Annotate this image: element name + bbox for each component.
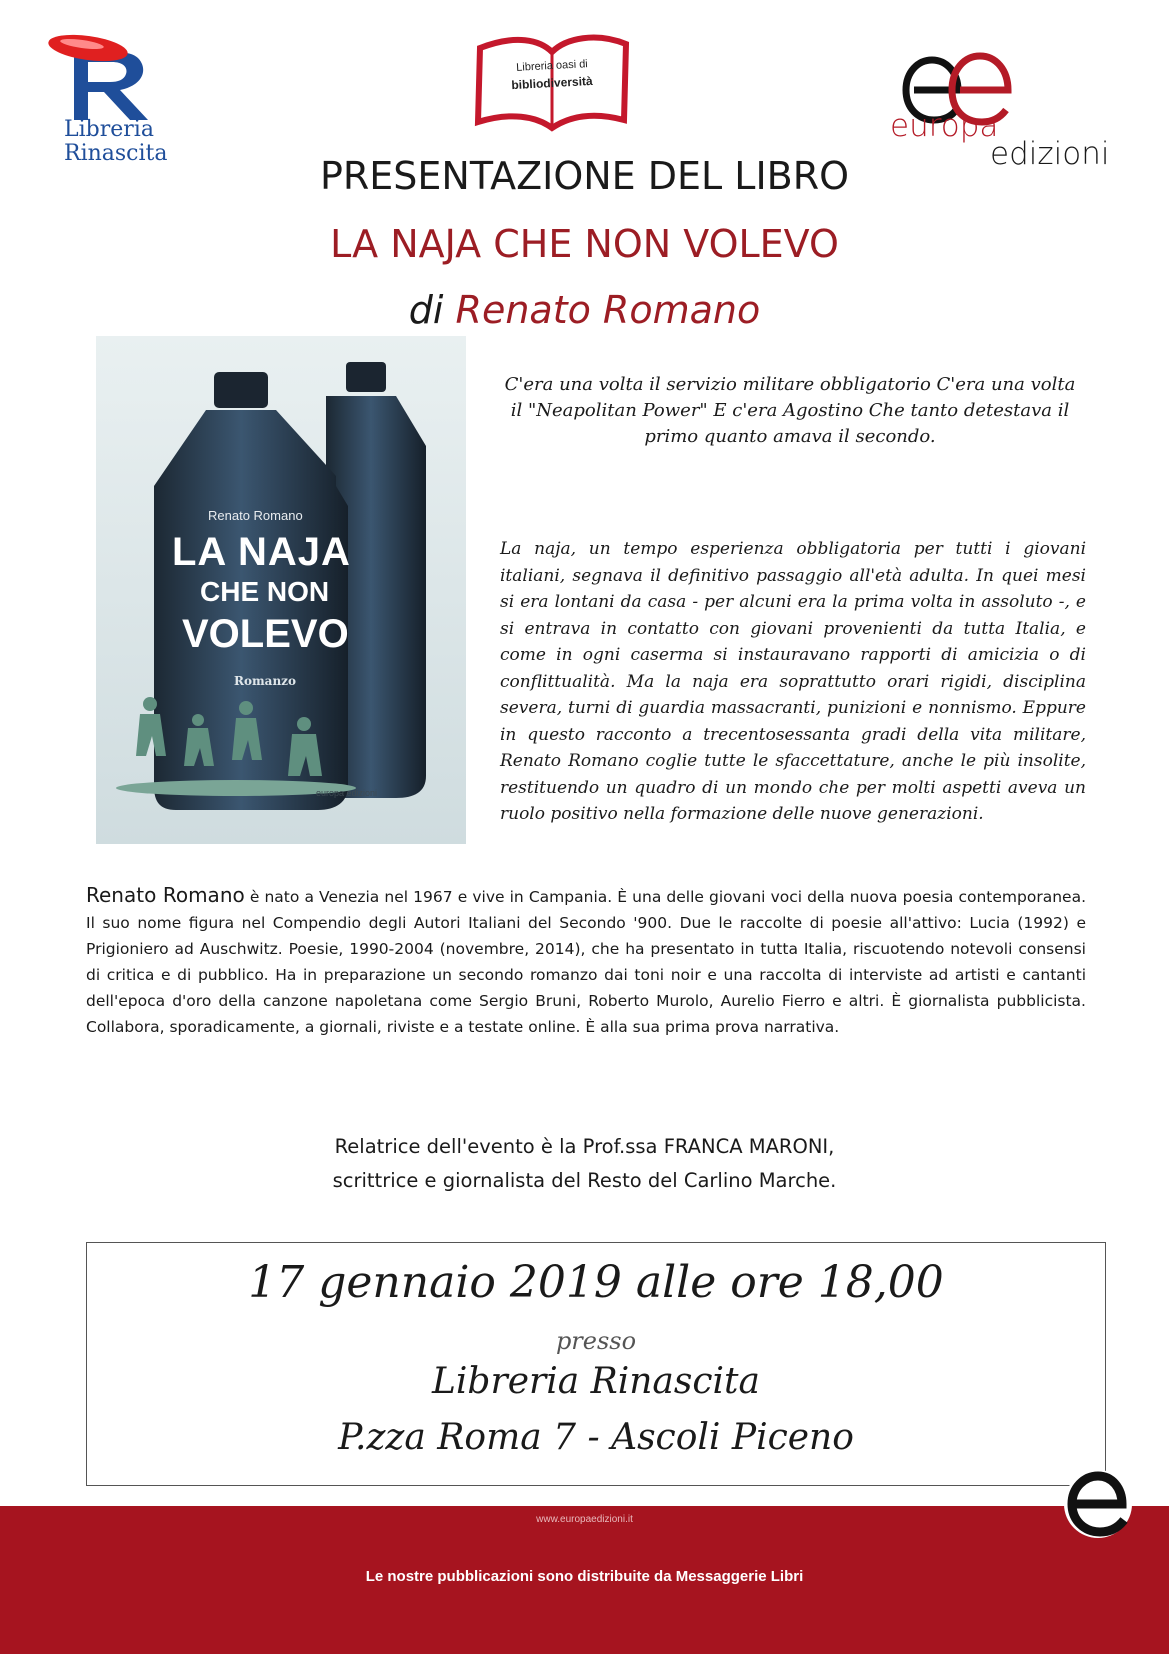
oasi-logo-line2: bibliodiversità (511, 73, 593, 93)
bio-text: è nato a Venezia nel 1967 e vive in Campania. È una delle giovani voci della nuova poesia contemporanea. Il suo nome figura nel Compendio degli Autori Italiani del Secondo '900. Due le raccolte di poesie all'attivo: Lucia (1992) e Prigioniero ad Auschwitz. Poesie, 1990-2004 (novembre, 2014), che ha presentato in tutta Italia, riscuotendo notevoli consensi di critica e di pubblico. Ha in preparazione un secondo romanzo dai toni noir e una raccolta di interviste ad artisti e cantanti dell'epoca d'oro della canzone napoletana come Sergio Bruni, Roberto Murolo, Aurelio Fierro e altri. È giornalista pubblicista. Collabora, sporadicamente, a giornali, riviste e a testate online. È alla sua prima prova narrativa. (86, 888, 1086, 1036)
europa-logo-word1: europa (890, 108, 999, 144)
footer-website: www.europaedizioni.it (536, 1514, 633, 1525)
book-title: LA NAJA CHE NON VOLEVO (330, 222, 839, 266)
speaker-line1: Relatrice dell'evento è la Prof.ssa FRANCA MARONI, (334, 1135, 835, 1158)
presentation-heading: PRESENTAZIONE DEL LIBRO (319, 154, 850, 198)
rinascita-logo-line2: Rinascita (64, 141, 168, 166)
oasi-bibliodiversita-logo (466, 24, 638, 142)
bio-author-name: Renato Romano (86, 883, 245, 907)
footer-banner (0, 1506, 1169, 1654)
event-venue: Libreria Rinascita (432, 1361, 760, 1402)
cover-title-line3: VOLEVO (182, 612, 349, 656)
speaker-info (0, 1130, 1169, 1198)
cover-publisher: europa edizioni (316, 788, 378, 798)
book-cover-image (96, 336, 466, 844)
event-address: P.zza Roma 7 - Ascoli Piceno (338, 1417, 854, 1458)
book-synopsis: La naja, un tempo esperienza obbligatoria per tutti i giovani italiani, segnava il definitivo passaggio all'età adulta. In quei mesi si era lontani da casa - per alcuni era la prima volta in assoluto -, e si entrava in contatto con giovani provenienti da tutta Italia, e come in ogni caserma si instauravano rapporti di amicizia o di conflittualità. Ma la naja era soprattutto orari rigidi, disciplina severa, turni di guardia massacranti, punizioni e nonnismo. Eppure in questo racconto a trecentosessanta gradi della vita militare, Renato Romano coglie tutte le sfaccettature, anche le più insolite, restituendo un quadro di un mondo che per molti aspetti aveva un ruolo positivo nella formazione delle nuove generazioni. (500, 539, 1086, 824)
cover-title-line2: CHE NON (200, 576, 330, 607)
europa-e-mark-icon (1062, 1466, 1134, 1542)
rinascita-logo-line1: Libreria (64, 117, 154, 142)
author-name: Renato Romano (455, 288, 761, 332)
event-presso: presso (555, 1327, 637, 1355)
europa-logo-word2: edizioni (990, 136, 1110, 172)
oasi-logo-line1: Libreria oasi di (515, 58, 589, 74)
cover-genre: Romanzo (234, 674, 296, 688)
cover-author: Renato Romano (208, 508, 303, 523)
cover-title-line1: LA NAJA (172, 530, 351, 574)
footer-distribution-note: Le nostre pubblicazioni sono distribuite da Messaggerie Libri (365, 1568, 804, 1585)
event-date: 17 gennaio 2019 alle ore 18,00 (248, 1257, 944, 1308)
author-prefix: di (408, 288, 444, 332)
speaker-line2: scrittrice e giornalista del Resto del Carlino Marche. (332, 1169, 837, 1192)
event-details-box (86, 1242, 1106, 1486)
author-byline (0, 288, 1169, 332)
author-bio (86, 882, 1086, 1040)
book-intro: C'era una volta il servizio militare obbligatorio C'era una volta il "Neapolitan Power" E c'era Agostino Che tanto detestava il primo quanto amava il secondo. (504, 374, 1076, 447)
